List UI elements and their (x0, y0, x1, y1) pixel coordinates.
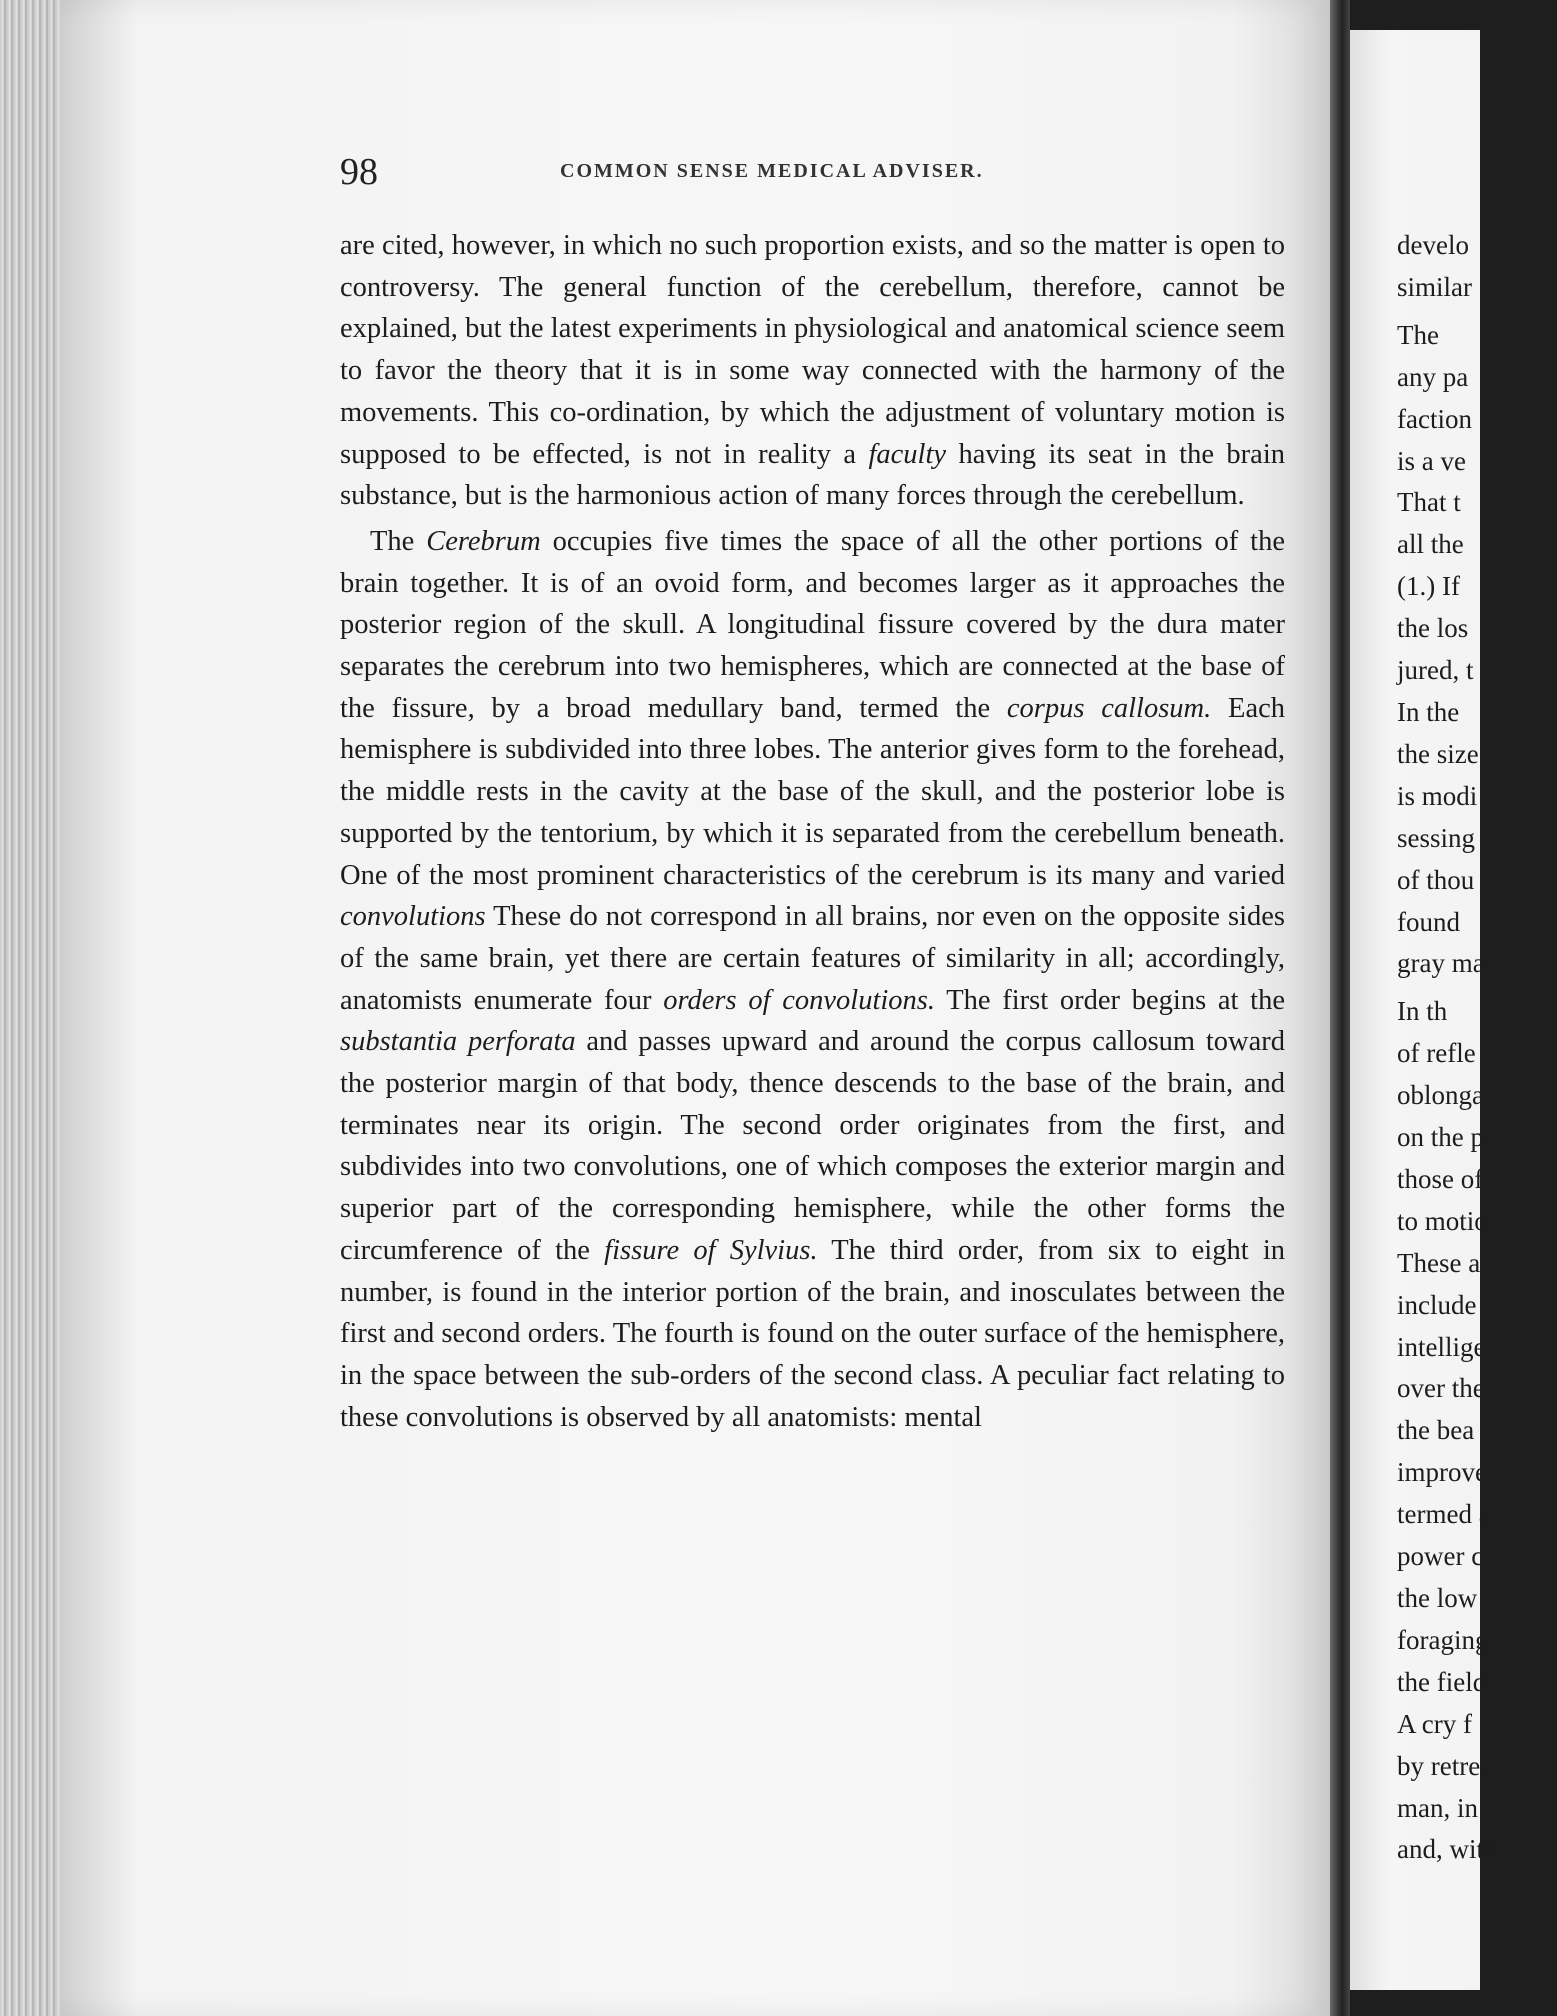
right-page-line: on the p (1397, 1122, 1484, 1153)
italic-term: fissure of Sylvius. (604, 1234, 818, 1266)
right-page-line: A cry f (1397, 1708, 1472, 1739)
italic-term: Cerebrum (426, 525, 541, 557)
right-page-line: intellige (1397, 1331, 1486, 1362)
text-run: The third order, from six to eight in number, is found in the interior portion of the brain, and inosculates between the first and second orders. The fourth is found on the outer surface of the hemisphere, in the space between the sub-orders of the second class. A peculiar fact relating to these convolutions is observed by all anatomists: mental (340, 1234, 1286, 1433)
right-page-line: is a ve (1397, 445, 1466, 476)
right-page-line: That t (1397, 487, 1461, 518)
left-page-body (340, 225, 1285, 1438)
right-page-line: oblonga (1397, 1080, 1484, 1111)
right-page-line: termed a (1397, 1499, 1491, 1530)
running-head: COMMON SENSE MEDICAL ADVISER. (560, 160, 984, 182)
right-page-line: man, in (1397, 1792, 1478, 1823)
right-page-line: In the (1397, 696, 1460, 727)
right-page-line: the field (1397, 1666, 1487, 1697)
right-page-line: In th (1397, 996, 1448, 1027)
italic-term: orders of convolutions. (663, 984, 936, 1016)
text-run: These do not correspond in all brains, nor even on the opposite sides of the same brain, yet there are certain features of similarity in all; accordingly, anatomists enumerate four (340, 901, 1285, 1016)
italic-term: convolutions (340, 901, 486, 933)
right-page-line: jured, t (1397, 655, 1474, 686)
right-page-line: all the (1397, 529, 1464, 560)
right-page-line: foraging (1397, 1624, 1489, 1655)
right-page-line: gray ma (1397, 948, 1485, 979)
right-page-line: sessing (1397, 822, 1476, 853)
right-page-line: faction (1397, 403, 1472, 434)
right-page-line: The (1397, 319, 1439, 350)
right-page-line: is modi (1397, 780, 1478, 811)
italic-term: substantia perforata (340, 1026, 576, 1058)
right-page-line: These a (1397, 1247, 1481, 1278)
right-page-line: the los (1397, 613, 1469, 644)
page-number: 98 (340, 151, 378, 193)
book-gutter (1330, 0, 1350, 2016)
right-page-line: by retrea (1397, 1750, 1493, 1781)
right-page-line: to motio (1397, 1205, 1488, 1236)
right-page-line: the bea (1397, 1415, 1475, 1446)
italic-term: corpus callosum. (1006, 692, 1212, 724)
right-page-line: develo (1397, 230, 1469, 260)
right-page-line: over the (1397, 1373, 1485, 1404)
right-page-line: include (1397, 1289, 1477, 1320)
right-page-line: any pa (1397, 361, 1469, 392)
right-page-line: power c (1397, 1541, 1484, 1572)
text-run: The first order begins at the (935, 984, 1285, 1016)
italic-term: faculty (868, 438, 947, 470)
right-page-line: the low (1397, 1583, 1478, 1613)
right-page-fragments (1397, 225, 1557, 1871)
page-header (340, 150, 1300, 200)
paragraph-cerebellum (340, 225, 1285, 517)
right-page-line: those of (1397, 1163, 1484, 1194)
text-run: and passes upward and around the corpus callosum toward the posterior margin of that body, thence descends to the base of the brain, and terminates near its origin. The second order originates from the first, and subdivides into two convolutions, one of which composes the exterior margin and superior part of the corresponding hemisphere, while the other forms the circumference of the (340, 1026, 1286, 1266)
text-run: having its seat in the brain substance, but is the harmonious action of many forces through the cerebellum. (340, 438, 1285, 512)
right-page-line: (1.) If (1397, 571, 1460, 602)
paragraph-cerebrum (340, 521, 1285, 1438)
right-page-line: found (1397, 906, 1460, 937)
right-page-line: improve (1397, 1457, 1487, 1488)
text-run: Each hemisphere is subdivided into three lobes. The anterior gives form to the forehead, the middle rests in the cavity at the base of the skull, and the posterior lobe is supported by the tentorium, by which it is separated from the cerebellum beneath. One of the most prominent characteristics of the cerebrum is its many and varied (340, 692, 1285, 891)
right-page-line: and, with (1397, 1834, 1498, 1865)
right-page-line: of refle (1397, 1038, 1476, 1069)
right-page-line: of thou (1397, 864, 1475, 895)
right-page-line: the size (1397, 738, 1479, 769)
right-page-line: similar (1397, 271, 1472, 302)
text-run: occupies five times the space of all the other portions of the brain together. It is of an ovoid form, and becomes larger as it approaches the posterior region of the skull. A longitudinal fissure covered by the dura mater separates the cerebrum into two hemispheres, which are connected at the base of the fissure, by a broad medullary band, termed the (340, 525, 1286, 724)
text-run: are cited, however, in which no such proportion exists, and so the matter is open to controversy. The general function of the cerebellum, therefore, cannot be explained, but the latest experiments in physiological and anatomical science seem to favor the theory that it is in some way connected with the harmony of the movements. This co-ordination, by which the adjustment of voluntary motion is supposed to be effected, is not in reality a (340, 230, 1285, 470)
text-run: The (370, 525, 427, 557)
